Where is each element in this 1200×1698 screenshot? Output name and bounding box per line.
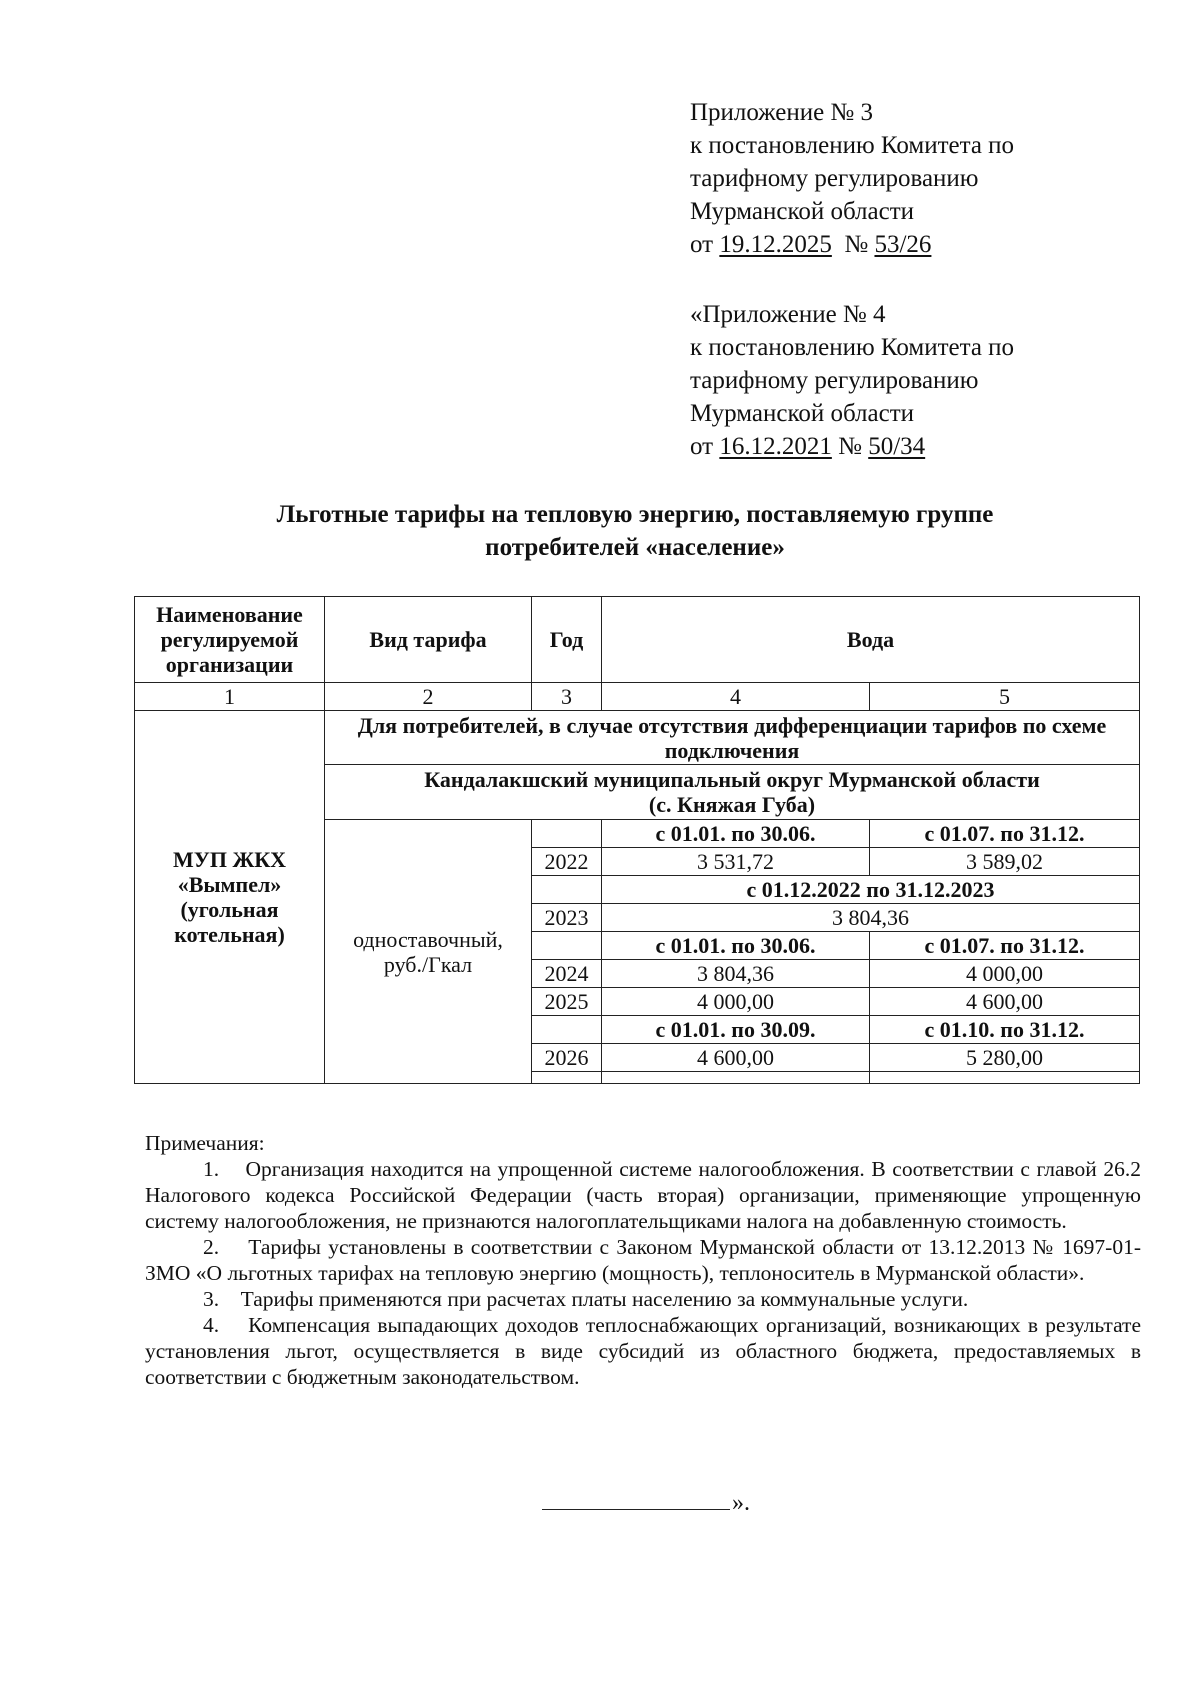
period-header: с 01.07. по 31.12. (870, 820, 1140, 848)
appendix-3-line2: к постановлению Комитета по (690, 132, 1015, 159)
tariff-value: 5 280,00 (870, 1044, 1140, 1072)
municipality-line: Кандалакшский муниципальный округ Мурманской области (424, 767, 1040, 792)
appendix-3-line3: тарифному регулированию (690, 165, 979, 192)
tariff-value: 4 000,00 (602, 988, 870, 1016)
year-cell: 2025 (532, 988, 602, 1016)
year-cell (532, 1072, 602, 1084)
tariff-value: 3 804,36 (602, 960, 870, 988)
year-cell: 2022 (532, 848, 602, 876)
appendix-4-line3: тарифному регулированию (690, 367, 979, 394)
number-prefix: № (838, 433, 862, 460)
appendix-3-date: 19.12.2025 (719, 231, 832, 258)
header-org: Наименование регулируемой организации (135, 597, 325, 683)
period-header: с 01.12.2022 по 31.12.2023 (602, 876, 1140, 904)
tariff-value: 3 804,36 (602, 904, 1140, 932)
tariff-table (134, 596, 1140, 1084)
tariff-type-line: руб./Гкал (383, 951, 473, 977)
note-2: 2. Тарифы установлены в соответствии с Законом Мурманской области от 13.12.2013 № 1697-01-ЗМО «О льготных тарифах на тепловую энергию (мощность), теплоноситель в Мурманской области». (145, 1235, 1141, 1285)
org-name-line: (угольная (180, 897, 279, 922)
tariff-type-cell (325, 820, 532, 1084)
col-number: 1 (135, 683, 325, 711)
appendix-4-line4: Мурманской области (690, 400, 915, 427)
title-line-2: потребителей «население» (485, 534, 785, 561)
year-cell (532, 820, 602, 848)
notes-heading: Примечания: (145, 1131, 265, 1155)
appendix-3-number: 53/26 (874, 231, 932, 258)
period-header: с 01.07. по 31.12. (870, 932, 1140, 960)
year-cell: 2026 (532, 1044, 602, 1072)
appendix-3-block (690, 96, 1014, 261)
tariff-value: 3 531,72 (602, 848, 870, 876)
col-number: 5 (870, 683, 1140, 711)
year-cell (532, 932, 602, 960)
notes-section (145, 1130, 1141, 1390)
title-line-1: Льготные тарифы на тепловую энергию, поставляемую группе (276, 501, 994, 528)
org-name-line: «Вымпел» (177, 872, 282, 897)
tariff-value: 4 600,00 (870, 988, 1140, 1016)
document-title (120, 498, 1150, 564)
section-no-differentiation: Для потребителей, в случае отсутствия дифференциации тарифов по схеме подключения (325, 711, 1140, 765)
appendix-4-title: «Приложение № 4 (690, 301, 886, 328)
appendix-4-block (690, 298, 1014, 463)
org-name-line: МУП ЖКХ (172, 847, 287, 872)
section-municipality (325, 765, 1140, 820)
year-cell: 2023 (532, 904, 602, 932)
empty-cell (870, 1072, 1140, 1084)
note-4: 4. Компенсация выпадающих доходов теплоснабжающих организаций, возникающих в результате установления льгот, осуществляется в виде субсидий из областного бюджета, предоставляемых в соответствии с бюджетным законодательством. (145, 1313, 1141, 1389)
closing-quote: ». (732, 1490, 750, 1516)
appendix-3-title: Приложение № 3 (690, 99, 874, 126)
appendix-3-date-line (690, 228, 1014, 261)
org-name-line: котельная) (174, 922, 285, 947)
empty-cell (602, 1072, 870, 1084)
col-number: 2 (325, 683, 532, 711)
municipality-line: (с. Княжая Губа) (648, 792, 816, 817)
header-tariff-type: Вид тарифа (325, 597, 532, 683)
closing-mark (542, 1490, 750, 1517)
appendix-4-date-line (690, 430, 1014, 463)
period-header: с 01.01. по 30.06. (602, 932, 870, 960)
note-3: 3. Тарифы применяются при расчетах платы населению за коммунальные услуги. (203, 1287, 969, 1311)
header-year: Год (532, 597, 602, 683)
tariff-value: 4 000,00 (870, 960, 1140, 988)
tariff-value: 4 600,00 (602, 1044, 870, 1072)
year-cell: 2024 (532, 960, 602, 988)
number-prefix: № (844, 231, 869, 258)
date-prefix: от (690, 433, 714, 460)
note-1: 1. Организация находится на упрощенной системе налогообложения. В соответствии с главой 26.2 Налогового кодекса Российской Федерации (часть вторая) организации, применяющие упрощенную систему налогообложения, не признаются налогоплательщиками налога на добавленную стоимость. (145, 1157, 1141, 1233)
org-name-cell (135, 711, 325, 1084)
tariff-type-line: одноставочный, (353, 926, 503, 952)
date-prefix: от (690, 231, 714, 258)
year-cell (532, 1016, 602, 1044)
period-header: с 01.01. по 30.09. (602, 1016, 870, 1044)
appendix-4-line2: к постановлению Комитета по (690, 334, 1015, 361)
col-number: 4 (602, 683, 870, 711)
appendix-4-date: 16.12.2021 (719, 433, 832, 460)
header-water: Вода (602, 597, 1140, 683)
period-header: с 01.01. по 30.06. (602, 820, 870, 848)
col-number: 3 (532, 683, 602, 711)
appendix-3-line4: Мурманской области (690, 198, 915, 225)
period-header: с 01.10. по 31.12. (870, 1016, 1140, 1044)
year-cell (532, 876, 602, 904)
closing-underline (542, 1491, 730, 1510)
appendix-4-number: 50/34 (868, 433, 926, 460)
tariff-value: 3 589,02 (870, 848, 1140, 876)
